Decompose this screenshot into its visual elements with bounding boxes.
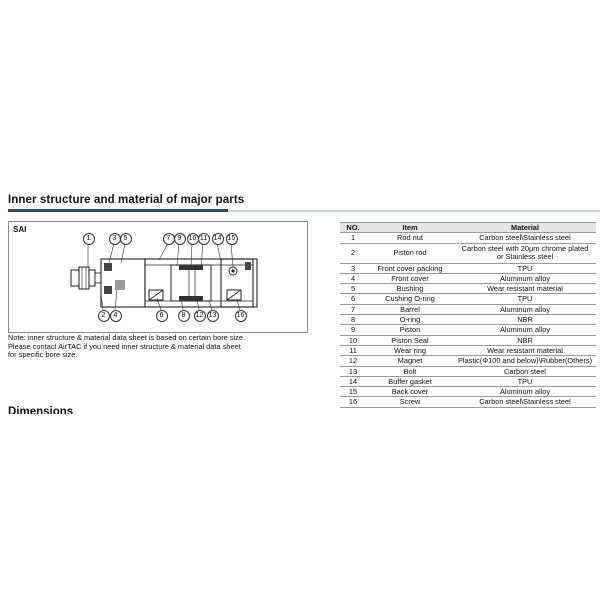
cell-material <box>454 356 596 366</box>
callout-number: 7 <box>163 233 175 245</box>
material-line: Aluminum alloy <box>499 325 551 335</box>
diagram-label: SAI <box>13 225 27 234</box>
title-underline <box>8 209 600 212</box>
callout-number: 14 <box>212 233 224 245</box>
cell-no: 10 <box>340 335 366 345</box>
cell-material <box>454 325 596 335</box>
material-line: Wear resistant material <box>487 284 563 294</box>
table-row <box>340 315 596 325</box>
table-row <box>340 335 596 345</box>
material-line: Wear resistant material <box>487 345 563 355</box>
cell-item: Rod nut <box>366 233 454 243</box>
material-line: Carbon steel\Stainless steel <box>479 397 571 407</box>
cell-item: Bushing <box>366 284 454 294</box>
cell-item: Piston rod <box>366 243 454 263</box>
cell-item: O-ring <box>366 315 454 325</box>
table-row <box>340 304 596 314</box>
callout-number: 5 <box>120 233 132 245</box>
cell-item: Piston Seal <box>366 335 454 345</box>
material-line: Aluminum alloy <box>499 304 551 314</box>
material-line: Plastic(Φ100 and below)\Rubber(Others) <box>457 356 593 366</box>
table-header-row <box>340 223 596 233</box>
cell-material <box>454 233 596 243</box>
material-line: TPU <box>517 376 533 386</box>
callout-number: 3 <box>109 233 121 245</box>
cell-item: Screw <box>366 397 454 407</box>
table-row <box>340 263 596 273</box>
cell-material <box>454 273 596 283</box>
material-line: Aluminum alloy <box>499 273 551 283</box>
callout-number: 11 <box>198 233 210 245</box>
cell-item: Front cover packing <box>366 263 454 273</box>
cell-no: 8 <box>340 315 366 325</box>
table-row <box>340 356 596 366</box>
table-row <box>340 366 596 376</box>
cell-material <box>454 284 596 294</box>
note-line: Note: inner structure & material data sheet is based on certain bore size. <box>8 333 246 342</box>
cell-no: 15 <box>340 387 366 397</box>
table-row <box>340 387 596 397</box>
cell-no: 9 <box>340 325 366 335</box>
callout-number: 10 <box>187 233 199 245</box>
header-material: Material <box>454 223 596 233</box>
dimensions-heading: Dimensions <box>8 406 74 414</box>
note <box>8 334 308 360</box>
cell-material <box>454 243 596 263</box>
cell-no: 16 <box>340 397 366 407</box>
table-row <box>340 325 596 335</box>
section-title: Inner structure and material of major parts <box>8 194 245 206</box>
cell-material <box>454 294 596 304</box>
callout-number: 15 <box>226 233 238 245</box>
cell-no: 1 <box>340 233 366 243</box>
material-line: NBR <box>517 335 533 345</box>
material-line: Carbon steel <box>504 366 546 376</box>
header-no: NO. <box>340 223 366 233</box>
cell-no: 6 <box>340 294 366 304</box>
callout-number: 1 <box>83 233 95 245</box>
cell-material <box>454 335 596 345</box>
cell-no: 2 <box>340 243 366 263</box>
table-row <box>340 243 596 263</box>
cell-material <box>454 387 596 397</box>
cell-no: 11 <box>340 345 366 355</box>
material-line: Carbon steel with 20μm chrome plated <box>461 243 589 253</box>
material-line: Aluminum alloy <box>499 387 551 397</box>
cell-no: 3 <box>340 263 366 273</box>
cell-no: 12 <box>340 356 366 366</box>
cell-item: Buffer gasket <box>366 376 454 386</box>
cell-material <box>454 376 596 386</box>
note-line: Please contact AirTAC if you need inner structure & material data sheet <box>8 341 241 351</box>
material-line: TPU <box>517 263 533 273</box>
table-row <box>340 376 596 386</box>
cell-material <box>454 397 596 407</box>
cell-material <box>454 345 596 355</box>
note-line: for specific bore size. <box>8 350 78 360</box>
cell-item: Magnet <box>366 356 454 366</box>
callout-number: 4 <box>110 310 122 322</box>
cell-material <box>454 366 596 376</box>
cell-item: Cushing O-ring <box>366 294 454 304</box>
callout-number: 8 <box>178 310 190 322</box>
callout-number: 9 <box>174 233 186 245</box>
parts-material-table <box>340 222 596 408</box>
material-line: or Stainless steel <box>496 252 554 262</box>
cell-no: 14 <box>340 376 366 386</box>
cell-item: Barrel <box>366 304 454 314</box>
header-item: Item <box>366 223 454 233</box>
callout-number: 16 <box>235 310 247 322</box>
callout-number: 12 <box>194 310 206 322</box>
callout-number: 13 <box>207 310 219 322</box>
cell-no: 7 <box>340 304 366 314</box>
table-row <box>340 294 596 304</box>
cell-item: Piston <box>366 325 454 335</box>
material-line: Carbon steel\Stainless steel <box>479 233 571 243</box>
cell-material <box>454 263 596 273</box>
table-row <box>340 345 596 355</box>
cell-no: 13 <box>340 366 366 376</box>
material-line: NBR <box>517 315 533 325</box>
cell-no: 5 <box>340 284 366 294</box>
cell-item: Bolt <box>366 366 454 376</box>
cell-item: Wear ring <box>366 345 454 355</box>
table-row <box>340 397 596 407</box>
cylinder-structure-diagram <box>8 221 308 333</box>
cell-item: Front cover <box>366 273 454 283</box>
callout-number: 2 <box>98 310 110 322</box>
table-row <box>340 233 596 243</box>
cell-item: Back cover <box>366 387 454 397</box>
cell-no: 4 <box>340 273 366 283</box>
cell-material <box>454 315 596 325</box>
table-row <box>340 284 596 294</box>
table-row <box>340 273 596 283</box>
cell-material <box>454 304 596 314</box>
callout-number: 6 <box>156 310 168 322</box>
material-line: TPU <box>517 294 533 304</box>
